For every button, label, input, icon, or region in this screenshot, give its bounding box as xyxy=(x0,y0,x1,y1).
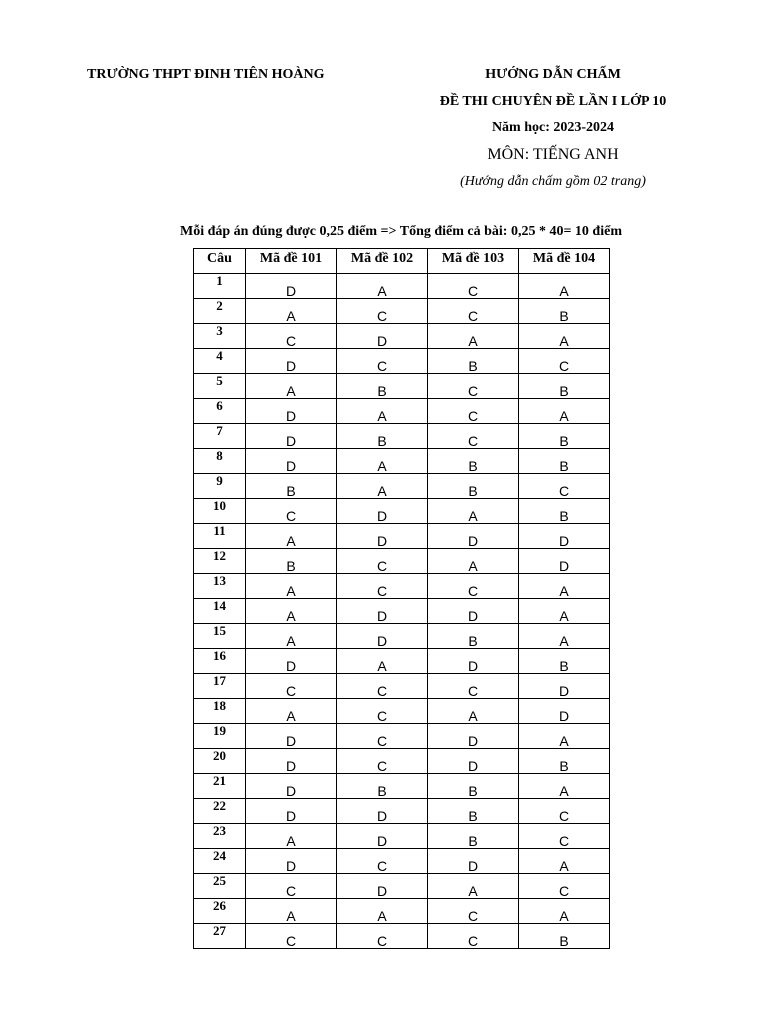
table-row xyxy=(194,924,610,949)
answer-cell: B xyxy=(519,424,610,449)
table-row xyxy=(194,774,610,799)
table-header-row xyxy=(194,249,610,274)
answer-cell: A xyxy=(519,899,610,924)
answer-cell: A xyxy=(428,699,519,724)
answer-cell: B xyxy=(428,624,519,649)
answer-cell: D xyxy=(246,774,337,799)
question-number: 16 xyxy=(194,649,246,674)
table-row xyxy=(194,549,610,574)
answer-cell: C xyxy=(337,699,428,724)
answer-cell: A xyxy=(246,624,337,649)
table-row xyxy=(194,849,610,874)
column-header-code-101: Mã đề 101 xyxy=(246,249,337,274)
answer-cell: C xyxy=(246,674,337,699)
answer-cell: A xyxy=(519,849,610,874)
answer-cell: D xyxy=(337,499,428,524)
answer-cell: B xyxy=(428,349,519,374)
question-number: 20 xyxy=(194,749,246,774)
answer-cell: A xyxy=(428,549,519,574)
question-number: 15 xyxy=(194,624,246,649)
answer-cell: C xyxy=(428,924,519,949)
answer-cell: A xyxy=(246,299,337,324)
answer-cell: C xyxy=(337,349,428,374)
table-row xyxy=(194,699,610,724)
answer-cell: C xyxy=(519,874,610,899)
answer-cell: D xyxy=(337,599,428,624)
answer-cell: A xyxy=(428,324,519,349)
answer-cell: B xyxy=(337,374,428,399)
question-number: 8 xyxy=(194,449,246,474)
answer-cell: A xyxy=(519,574,610,599)
question-number: 6 xyxy=(194,399,246,424)
question-number: 2 xyxy=(194,299,246,324)
answer-cell: C xyxy=(428,274,519,299)
answer-cell: A xyxy=(519,274,610,299)
answer-cell: A xyxy=(519,599,610,624)
table-row xyxy=(194,474,610,499)
answer-cell: C xyxy=(519,349,610,374)
answer-cell: B xyxy=(428,799,519,824)
answer-cell: A xyxy=(337,449,428,474)
answer-cell: C xyxy=(337,299,428,324)
answer-cell: C xyxy=(337,849,428,874)
answer-cell: B xyxy=(519,649,610,674)
answer-cell: A xyxy=(428,499,519,524)
answer-cell: B xyxy=(428,449,519,474)
table-row xyxy=(194,649,610,674)
answer-cell: C xyxy=(337,724,428,749)
table-row xyxy=(194,599,610,624)
answer-cell: D xyxy=(428,849,519,874)
question-number: 26 xyxy=(194,899,246,924)
answer-cell: A xyxy=(246,824,337,849)
answer-cell: C xyxy=(246,924,337,949)
school-year: Năm học: 2023-2024 xyxy=(491,120,615,135)
table-row xyxy=(194,749,610,774)
answer-cell: D xyxy=(246,449,337,474)
question-number: 5 xyxy=(194,374,246,399)
answer-cell: A xyxy=(519,324,610,349)
answer-cell: A xyxy=(519,724,610,749)
answer-cell: D xyxy=(246,424,337,449)
answer-cell: C xyxy=(246,874,337,899)
table-row xyxy=(194,874,610,899)
table-row xyxy=(194,324,610,349)
question-number: 7 xyxy=(194,424,246,449)
document-title: HƯỚNG DẪN CHẤM xyxy=(485,67,621,82)
question-number: 24 xyxy=(194,849,246,874)
table-row xyxy=(194,399,610,424)
answer-cell: D xyxy=(246,749,337,774)
exam-title: ĐỀ THI CHUYÊN ĐỀ LẦN I LỚP 10 xyxy=(439,94,667,109)
answer-key-table xyxy=(193,248,610,949)
answer-cell: D xyxy=(246,799,337,824)
answer-cell: C xyxy=(428,899,519,924)
scoring-note: Mỗi đáp án đúng được 0,25 điểm => Tổng điểm cả bài: 0,25 * 40= 10 điểm xyxy=(180,224,622,239)
answer-cell: D xyxy=(337,324,428,349)
answer-cell: A xyxy=(246,524,337,549)
table-row xyxy=(194,524,610,549)
answer-cell: C xyxy=(337,924,428,949)
answer-cell: A xyxy=(337,899,428,924)
table-row xyxy=(194,499,610,524)
answer-cell: A xyxy=(519,399,610,424)
answer-cell: B xyxy=(428,474,519,499)
column-header-question: Câu xyxy=(194,249,246,274)
question-number: 10 xyxy=(194,499,246,524)
table-row xyxy=(194,349,610,374)
question-number: 1 xyxy=(194,274,246,299)
question-number: 4 xyxy=(194,349,246,374)
table-row xyxy=(194,624,610,649)
answer-cell: A xyxy=(337,474,428,499)
answer-cell: A xyxy=(246,599,337,624)
answer-cell: D xyxy=(519,549,610,574)
question-number: 9 xyxy=(194,474,246,499)
answer-cell: D xyxy=(337,524,428,549)
answer-cell: B xyxy=(519,299,610,324)
answer-cell: B xyxy=(428,824,519,849)
table-row xyxy=(194,674,610,699)
answer-cell: C xyxy=(337,674,428,699)
table-row xyxy=(194,424,610,449)
answer-cell: D xyxy=(337,874,428,899)
answer-cell: C xyxy=(428,424,519,449)
answer-cell: D xyxy=(246,724,337,749)
question-number: 14 xyxy=(194,599,246,624)
answer-cell: D xyxy=(246,849,337,874)
answer-table-body xyxy=(194,274,610,949)
answer-cell: B xyxy=(519,924,610,949)
question-number: 18 xyxy=(194,699,246,724)
answer-cell: D xyxy=(337,799,428,824)
page-count-note: (Hướng dẫn chấm gồm 02 trang) xyxy=(460,174,646,189)
answer-cell: C xyxy=(519,824,610,849)
answer-cell: D xyxy=(428,649,519,674)
answer-cell: C xyxy=(519,474,610,499)
table-row xyxy=(194,724,610,749)
subject: MÔN: TIẾNG ANH xyxy=(487,146,619,163)
answer-cell: B xyxy=(246,474,337,499)
answer-cell: A xyxy=(337,649,428,674)
answer-cell: C xyxy=(428,574,519,599)
answer-cell: A xyxy=(246,574,337,599)
answer-cell: B xyxy=(519,749,610,774)
column-header-code-104: Mã đề 104 xyxy=(519,249,610,274)
answer-cell: C xyxy=(337,549,428,574)
answer-cell: B xyxy=(337,424,428,449)
answer-cell: B xyxy=(246,549,337,574)
question-number: 25 xyxy=(194,874,246,899)
column-header-code-102: Mã đề 102 xyxy=(337,249,428,274)
answer-cell: B xyxy=(337,774,428,799)
answer-cell: D xyxy=(428,599,519,624)
answer-cell: D xyxy=(428,724,519,749)
answer-cell: A xyxy=(519,624,610,649)
table-row xyxy=(194,574,610,599)
answer-cell: C xyxy=(428,674,519,699)
answer-cell: A xyxy=(337,399,428,424)
question-number: 19 xyxy=(194,724,246,749)
answer-cell: A xyxy=(519,774,610,799)
answer-cell: D xyxy=(246,399,337,424)
question-number: 11 xyxy=(194,524,246,549)
answer-cell: D xyxy=(246,349,337,374)
question-number: 23 xyxy=(194,824,246,849)
question-number: 13 xyxy=(194,574,246,599)
question-number: 3 xyxy=(194,324,246,349)
answer-cell: C xyxy=(428,299,519,324)
table-row xyxy=(194,299,610,324)
answer-cell: C xyxy=(428,374,519,399)
table-row xyxy=(194,274,610,299)
question-number: 22 xyxy=(194,799,246,824)
column-header-code-103: Mã đề 103 xyxy=(428,249,519,274)
table-row xyxy=(194,824,610,849)
answer-cell: A xyxy=(428,874,519,899)
answer-cell: C xyxy=(428,399,519,424)
answer-cell: C xyxy=(246,499,337,524)
answer-cell: B xyxy=(519,499,610,524)
answer-cell: A xyxy=(246,899,337,924)
question-number: 12 xyxy=(194,549,246,574)
answer-cell: A xyxy=(246,374,337,399)
answer-cell: B xyxy=(519,449,610,474)
answer-cell: C xyxy=(337,749,428,774)
answer-cell: D xyxy=(519,524,610,549)
answer-cell: C xyxy=(337,574,428,599)
answer-cell: C xyxy=(246,324,337,349)
school-name: TRƯỜNG THPT ĐINH TIÊN HOÀNG xyxy=(87,67,325,82)
answer-cell: C xyxy=(519,799,610,824)
table-row xyxy=(194,799,610,824)
answer-cell: D xyxy=(519,674,610,699)
answer-cell: D xyxy=(519,699,610,724)
question-number: 27 xyxy=(194,924,246,949)
answer-cell: D xyxy=(337,624,428,649)
answer-cell: D xyxy=(246,274,337,299)
answer-cell: A xyxy=(337,274,428,299)
question-number: 21 xyxy=(194,774,246,799)
table-row xyxy=(194,449,610,474)
answer-cell: D xyxy=(337,824,428,849)
answer-cell: D xyxy=(246,649,337,674)
answer-cell: D xyxy=(428,524,519,549)
answer-cell: B xyxy=(428,774,519,799)
answer-cell: A xyxy=(246,699,337,724)
table-row xyxy=(194,374,610,399)
answer-cell: D xyxy=(428,749,519,774)
table-row xyxy=(194,899,610,924)
answer-cell: B xyxy=(519,374,610,399)
question-number: 17 xyxy=(194,674,246,699)
